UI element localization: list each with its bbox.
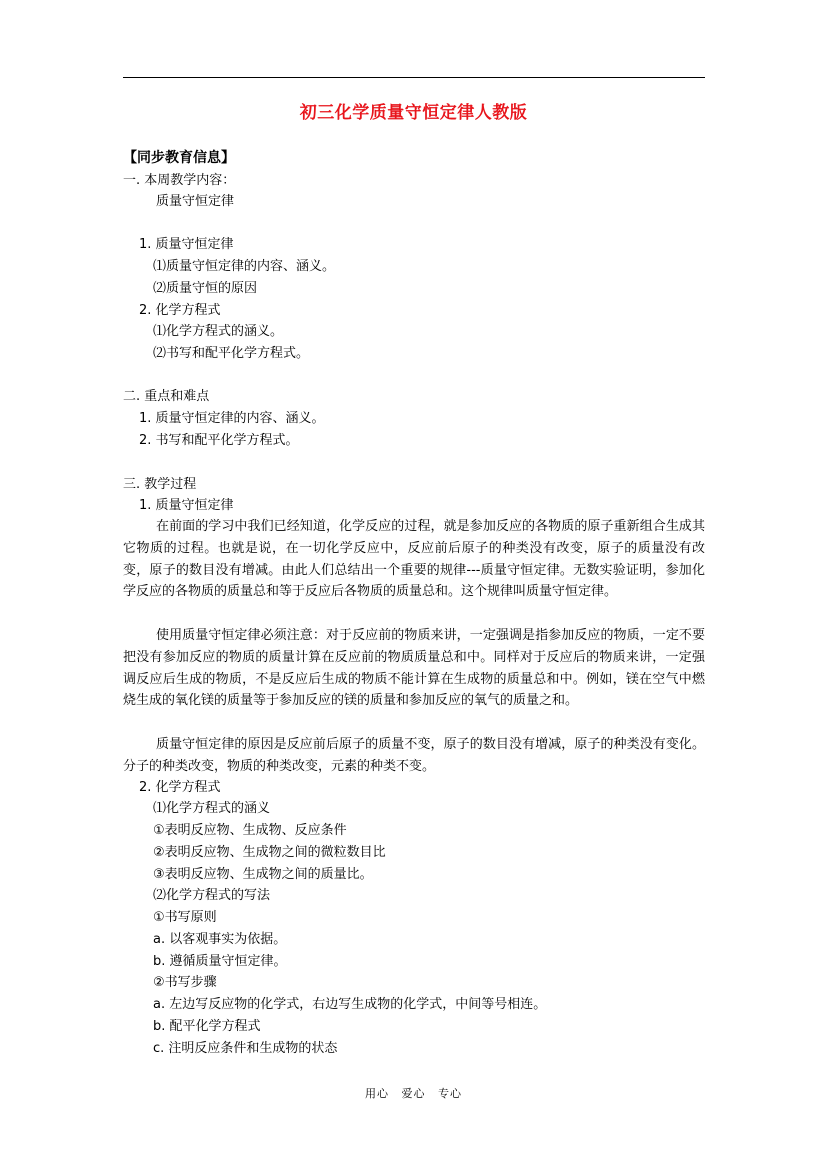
part3-heading: 三. 教学过程 (123, 477, 197, 492)
step-b: b. 配平化学方程式 (153, 1019, 261, 1034)
part2-heading: 二. 重点和难点 (123, 389, 210, 404)
equation-writing: ⑵化学方程式的写法 (153, 888, 271, 903)
paragraph-2: 使用质量守恒定律必须注意：对于反应前的物质来讲，一定强调是指参加反应的物质，一定不要把没有参加反应的物质的质量计算在反应前的物质质量总和中。同样对于反应后的物质来讲，一定强调反应后生成的物质，不是反应后生成的物质不能计算在生成物的质量总和中。例如，镁在空气中燃烧生成的氧化镁的质量等于参加反应的镁的质量和参加反应的氧气的质量之和。 (123, 628, 705, 709)
writing-steps: ②书写步骤 (153, 975, 217, 990)
meaning-point-2: ②表明反应物、生成物之间的微粒数目比 (153, 845, 386, 860)
part1-item1-a: ⑴质量守恒定律的内容、涵义。 (153, 259, 336, 274)
part1-item1-b: ⑵质量守恒的原因 (153, 281, 258, 296)
document-title: 初三化学质量守恒定律人教版 (299, 103, 528, 123)
principle-a: a. 以客观事实为依据。 (153, 932, 287, 947)
paragraph-3: 质量守恒定律的原因是反应前后原子的质量不变，原子的数目没有增减，原子的种类没有变化。分子的种类改变，物质的种类改变，元素的种类不变。 (123, 737, 705, 774)
step-c: c. 注明反应条件和生成物的状态 (153, 1041, 338, 1056)
part1-item2-b: ⑵书写和配平化学方程式。 (153, 346, 310, 361)
part1-item1: 1. 质量守恒定律 (139, 237, 234, 252)
principle-b: b. 遵循质量守恒定律。 (153, 954, 287, 969)
part1-heading: 一. 本周教学内容： (123, 173, 236, 188)
part1-topic: 质量守恒定律 (156, 194, 235, 209)
part1-item2-a: ⑴化学方程式的涵义。 (153, 324, 284, 339)
part2-item1: 1. 质量守恒定律的内容、涵义。 (139, 411, 325, 426)
page-footer: 用心 爱心 专心 (365, 1087, 462, 1100)
part3-item1: 1. 质量守恒定律 (139, 498, 234, 513)
section-header: 【同步教育信息】 (123, 150, 235, 166)
part1-item2: 2. 化学方程式 (139, 303, 221, 318)
part3-item2: 2. 化学方程式 (139, 780, 221, 795)
part2-item2: 2. 书写和配平化学方程式。 (139, 433, 299, 448)
writing-principles: ①书写原则 (153, 910, 217, 925)
equation-meaning: ⑴化学方程式的涵义 (153, 801, 271, 816)
paragraph-1: 在前面的学习中我们已经知道，化学反应的过程，就是参加反应的各物质的原子重新组合生成其它物质的过程。也就是说，在一切化学反应中，反应前后原子的种类没有改变，原子的质量没有改变，原子的数目没有增减。由此人们总结出一个重要的规律---质量守恒定律。无数实验证明，参加化学反应的各物质的质量总和等于反应后各物质的质量总和。这个规律叫质量守恒定律。 (123, 519, 705, 600)
step-a: a. 左边写反应物的化学式，右边写生成物的化学式，中间等号相连。 (153, 997, 547, 1012)
header-rule (123, 77, 705, 78)
meaning-point-3: ③表明反应物、生成物之间的质量比。 (153, 867, 373, 882)
meaning-point-1: ①表明反应物、生成物、反应条件 (153, 823, 347, 838)
